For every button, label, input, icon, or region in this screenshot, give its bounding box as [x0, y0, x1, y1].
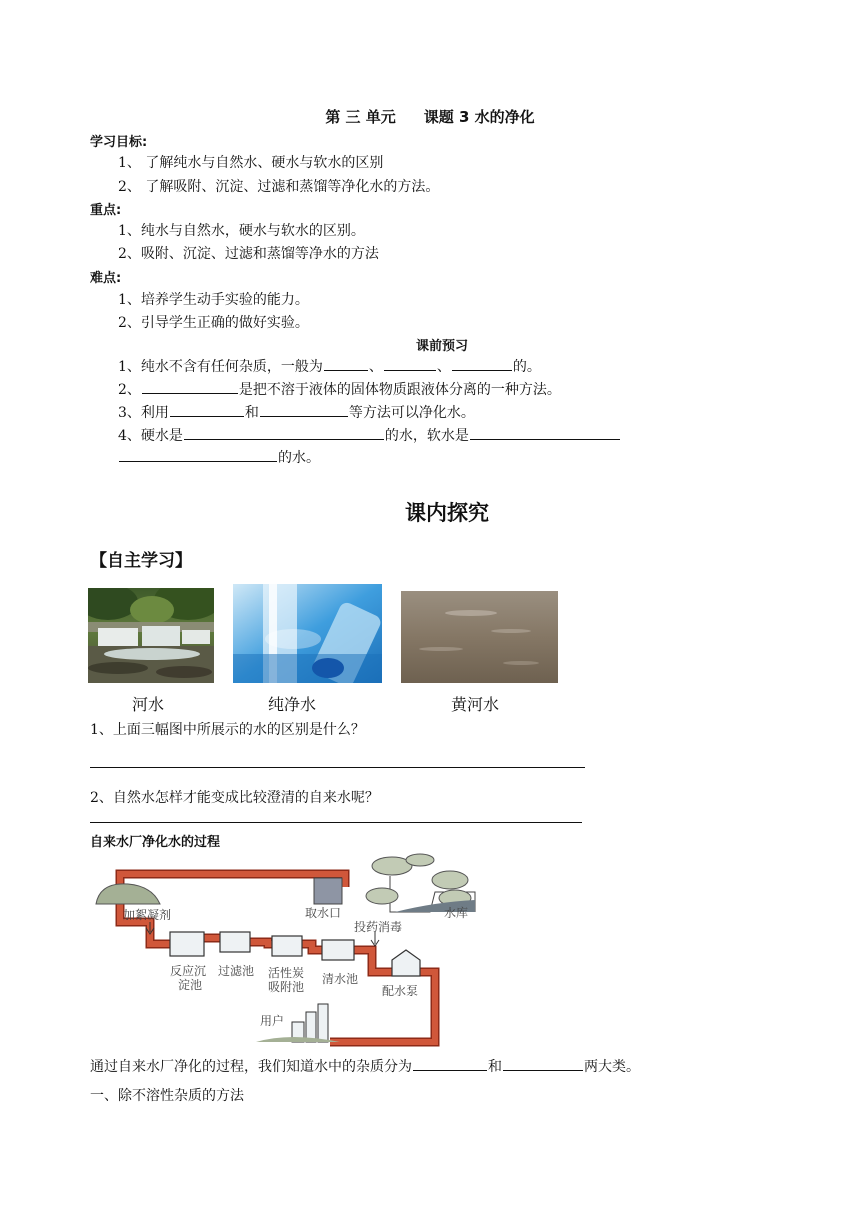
- label-intake: 取水口: [305, 906, 342, 920]
- answer-blank[interactable]: [260, 402, 348, 417]
- key-points-heading: 重点:: [90, 203, 122, 218]
- preview-question-4-cont: 的水。: [118, 447, 320, 467]
- difficulties-heading: 难点:: [90, 271, 122, 286]
- label-carbon-1: 活性炭: [268, 966, 305, 980]
- key-point-item: 1、纯水与自然水，硬水与软水的区别。: [118, 223, 365, 239]
- preview-question-4: 4、硬水是 的水，软水是: [118, 425, 621, 445]
- answer-blank[interactable]: [452, 356, 512, 371]
- answer-blank[interactable]: [170, 402, 244, 417]
- label-reaction-2: 淀池: [178, 978, 203, 992]
- objectives-heading: 学习目标:: [90, 135, 148, 150]
- question-1: 1、上面三幅图中所展示的水的区别是什么？: [90, 722, 365, 738]
- pure-water-image: [233, 584, 382, 683]
- caption-river-water: 河水: [132, 695, 165, 714]
- difficulty-item: 2、引导学生正确的做好实验。: [118, 315, 309, 331]
- label-reaction-1: 反应沉: [170, 964, 207, 978]
- summary-text: 通过自来水厂净化的过程，我们知道水中的杂质分为 和 两大类。: [90, 1056, 640, 1076]
- answer-blank[interactable]: [184, 425, 384, 440]
- answer-line[interactable]: [90, 767, 585, 768]
- key-point-item: 2、吸附、沉淀、过滤和蒸馏等净水的方法: [118, 246, 379, 262]
- yellow-river-water-image: [401, 591, 558, 683]
- answer-line[interactable]: [90, 822, 582, 823]
- label-user: 用户: [260, 1014, 285, 1028]
- method-heading: 一、除不溶性杂质的方法: [90, 1088, 244, 1104]
- label-clear: 清水池: [322, 972, 359, 986]
- answer-blank[interactable]: [142, 379, 238, 394]
- objective-item: 2、 了解吸附、沉淀、过滤和蒸馏等净化水的方法。: [118, 179, 440, 195]
- answer-blank[interactable]: [503, 1056, 583, 1071]
- process-heading: 自来水厂净化水的过程: [90, 835, 221, 850]
- objective-item: 1、 了解纯水与自然水、硬水与软水的区别: [118, 155, 384, 171]
- unit-label: 第 三 单元: [325, 108, 396, 126]
- preview-question-3: 3、利用 和 等方法可以净化水。: [118, 402, 475, 422]
- preview-question-2: 2、 是把不溶于液体的固体物质跟液体分离的一种方法。: [118, 379, 561, 399]
- label-filter: 过滤池: [218, 964, 255, 978]
- answer-blank[interactable]: [384, 356, 436, 371]
- inquiry-heading: 课内探究: [405, 501, 489, 525]
- preview-heading: 课前预习: [416, 339, 469, 354]
- label-pump: 配水泵: [382, 984, 419, 998]
- label-disinfect: 投药消毒: [354, 920, 403, 934]
- page-title: [0, 106, 860, 127]
- question-2: 2、自然水怎样才能变成比较澄清的自来水呢？: [90, 790, 379, 806]
- answer-blank[interactable]: [413, 1056, 487, 1071]
- answer-blank[interactable]: [470, 425, 620, 440]
- lesson-label: 课题 3 水的净化: [423, 108, 535, 126]
- answer-blank[interactable]: [324, 356, 368, 371]
- preview-question-1: 1、纯水不含有任何杂质，一般为 、 、 的。: [118, 356, 541, 376]
- difficulty-item: 1、培养学生动手实验的能力。: [118, 292, 309, 308]
- caption-pure-water: 纯净水: [268, 695, 317, 714]
- label-reservoir: 水库: [444, 906, 469, 920]
- water-treatment-diagram: [90, 852, 490, 1048]
- label-coagulant: 加絮凝剂: [123, 908, 172, 922]
- caption-yellow-river-water: 黄河水: [451, 695, 500, 714]
- label-carbon-2: 吸附池: [268, 980, 305, 994]
- river-water-image: [88, 588, 214, 683]
- answer-blank[interactable]: [119, 447, 277, 462]
- self-study-heading: 【自主学习】: [90, 551, 192, 571]
